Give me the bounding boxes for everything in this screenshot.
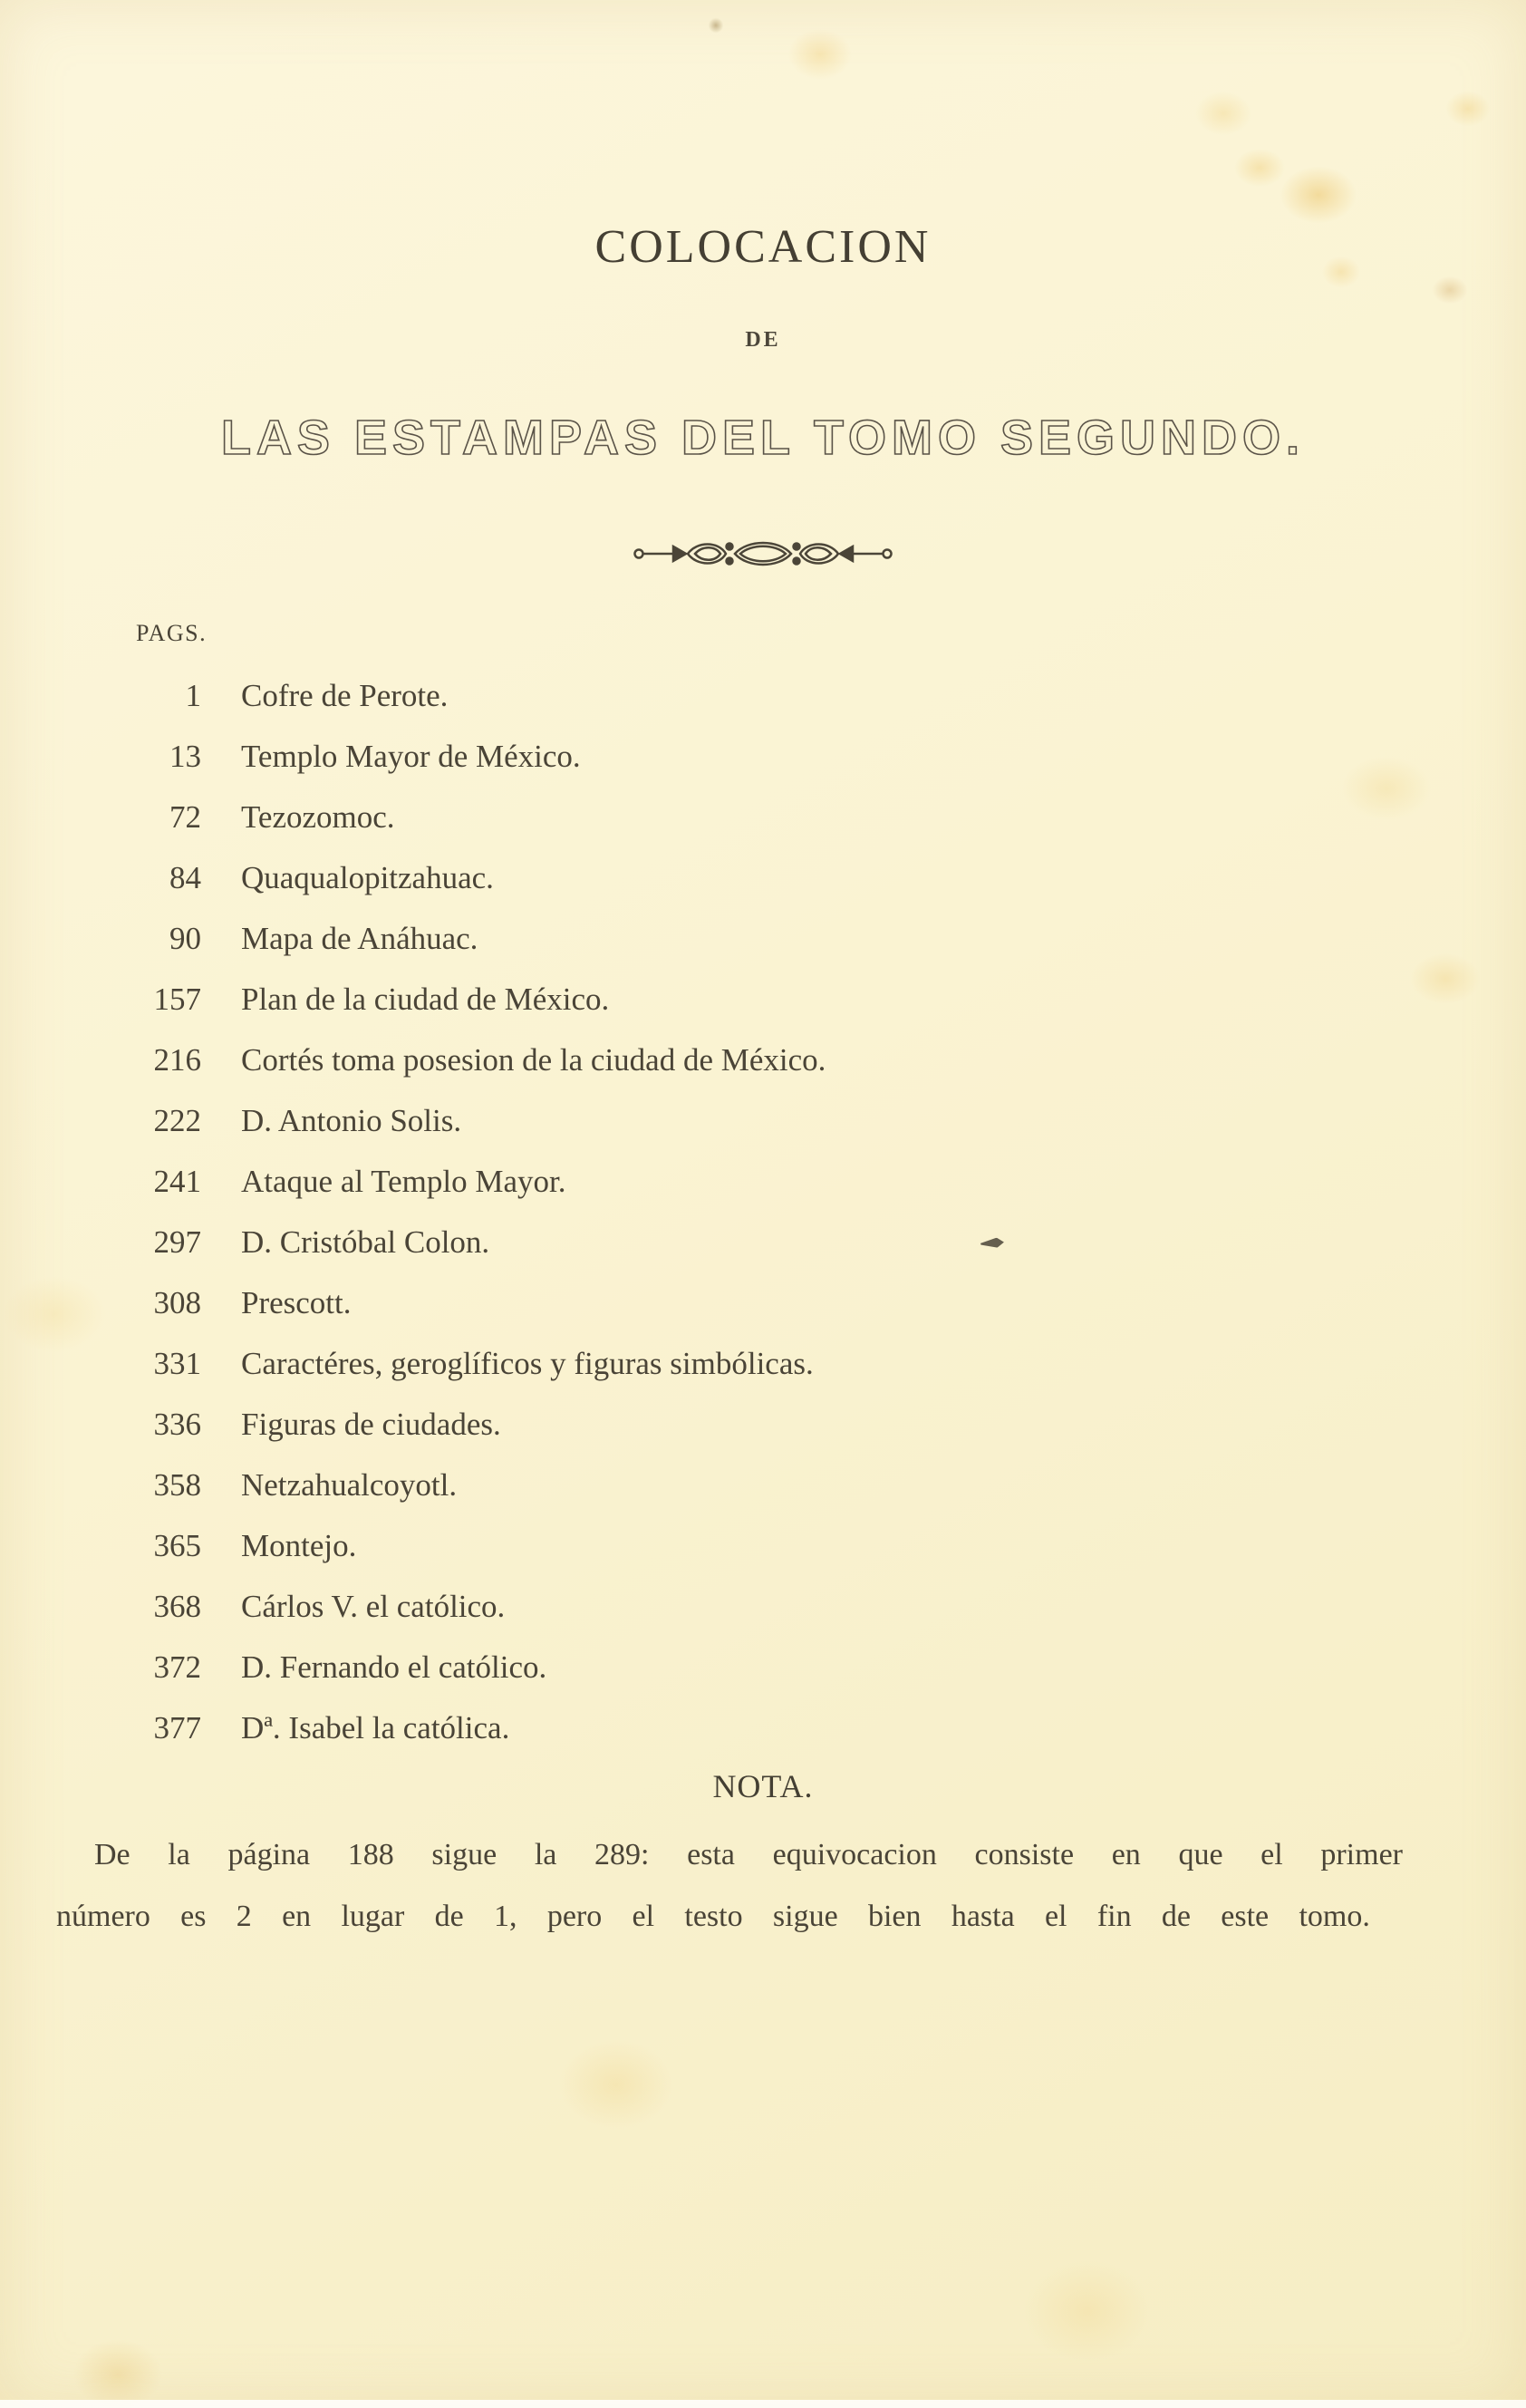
plate-title: Netzahualcoyotl. <box>241 1467 458 1503</box>
nota-word: De <box>94 1838 130 1871</box>
nota-word: la <box>534 1838 557 1871</box>
plate-entry-row <box>0 1710 1526 1771</box>
plate-entry-row <box>0 982 1526 1042</box>
nota-word: el <box>1260 1838 1283 1871</box>
plate-entry-row <box>0 1467 1526 1528</box>
plate-entry-row <box>0 1285 1526 1346</box>
nota-word: la <box>168 1838 190 1871</box>
plate-page-number: 13 <box>169 739 201 774</box>
plate-entry-row <box>0 1042 1526 1103</box>
plate-entry-row <box>0 921 1526 982</box>
nota-word: en <box>282 1900 312 1933</box>
nota-word: 188 <box>347 1838 394 1871</box>
plate-title: Prescott. <box>241 1285 352 1320</box>
plate-title: Tezozomoc. <box>241 799 395 835</box>
plate-entry-row <box>0 1589 1526 1649</box>
plate-page-number: 368 <box>153 1589 201 1624</box>
nota-word: el <box>632 1900 655 1933</box>
plate-title: Cofre de Perote. <box>241 678 449 713</box>
nota-word: es <box>180 1900 207 1933</box>
nota-word: este <box>1221 1900 1270 1933</box>
plate-page-number: 216 <box>153 1042 201 1078</box>
plate-entry-row <box>0 1164 1526 1224</box>
nota-word: bien <box>867 1900 922 1933</box>
nota-word: el <box>1044 1900 1067 1933</box>
nota-word: equivocacion <box>772 1838 937 1871</box>
nota-heading: NOTA. <box>712 1768 814 1804</box>
plate-page-number: 372 <box>153 1649 201 1685</box>
nota-word: esta <box>687 1838 735 1871</box>
nota-word: número <box>56 1900 150 1933</box>
nota-word: de <box>434 1900 464 1933</box>
nota-word: 1, <box>494 1900 517 1933</box>
nota-word: en <box>1111 1838 1141 1871</box>
nota-word: primer <box>1320 1838 1403 1871</box>
plate-page-number: 90 <box>169 921 201 956</box>
nota-line <box>56 1900 1370 1934</box>
page-bottom-edge <box>0 2400 1526 2408</box>
plate-title: Plan de la ciudad de México. <box>241 982 610 1017</box>
plate-page-number: 1 <box>185 678 201 713</box>
plate-title: Mapa de Anáhuac. <box>241 921 478 956</box>
nota-word: sigue <box>431 1838 497 1871</box>
ornament-divider <box>0 530 1526 582</box>
nota-word: hasta <box>951 1900 1015 1933</box>
plate-title: D. Antonio Solis. <box>241 1103 462 1138</box>
nota-word: de <box>1161 1900 1191 1933</box>
plate-title: Dª. Isabel la católica. <box>241 1710 510 1746</box>
plate-title: Quaqualopitzahuac. <box>241 860 494 895</box>
ornament-divider-icon <box>632 530 894 577</box>
page-title: COLOCACION <box>594 221 932 273</box>
plate-page-number: 157 <box>153 982 201 1017</box>
plate-entry-row <box>0 799 1526 860</box>
plate-page-number: 297 <box>153 1224 201 1260</box>
plate-page-number: 336 <box>153 1407 201 1442</box>
nota-line <box>94 1838 1403 1872</box>
plate-page-number: 72 <box>169 799 201 835</box>
plate-page-number: 331 <box>153 1346 201 1381</box>
plates-list <box>0 678 1526 1771</box>
nota-word: tomo. <box>1299 1900 1370 1933</box>
nota-word: testo <box>684 1900 743 1933</box>
plates-subtitle: LAS ESTAMPAS DEL TOMO SEGUNDO. <box>220 411 1306 465</box>
plate-title: D. Fernando el católico. <box>241 1649 547 1685</box>
plate-title: Ataque al Templo Mayor. <box>241 1164 566 1199</box>
plate-entry-row <box>0 678 1526 739</box>
plate-page-number: 358 <box>153 1467 201 1503</box>
plate-page-number: 222 <box>153 1103 201 1138</box>
plate-page-number: 241 <box>153 1164 201 1199</box>
plate-page-number: 308 <box>153 1285 201 1320</box>
plate-title: D. Cristóbal Colon. <box>241 1224 490 1260</box>
nota-word: página <box>227 1838 311 1871</box>
plate-title: Caractéres, geroglíficos y figuras simbólicas. <box>241 1346 814 1381</box>
nota-word: fin <box>1096 1900 1132 1933</box>
plate-entry-row <box>0 1407 1526 1467</box>
nota-word: sigue <box>772 1900 838 1933</box>
plate-page-number: 365 <box>153 1528 201 1563</box>
nota-word: consiste <box>974 1838 1075 1871</box>
plate-entry-row <box>0 1346 1526 1407</box>
subtitle-connector: DE <box>745 328 781 352</box>
plate-title: Cortés toma posesion de la ciudad de México. <box>241 1042 826 1078</box>
nota-word: pero <box>546 1900 603 1933</box>
nota-word: 289: <box>594 1838 650 1871</box>
plate-entry-row <box>0 1103 1526 1164</box>
plate-entry-row <box>0 860 1526 921</box>
plate-entry-row <box>0 1528 1526 1589</box>
plate-page-number: 377 <box>153 1710 201 1746</box>
plate-page-number: 84 <box>169 860 201 895</box>
plate-entry-row <box>0 739 1526 799</box>
plate-title: Cárlos V. el católico. <box>241 1589 506 1624</box>
plate-title: Templo Mayor de México. <box>241 739 581 774</box>
plate-entry-row <box>0 1649 1526 1710</box>
nota-word: que <box>1178 1838 1223 1871</box>
plate-entry-row <box>0 1224 1526 1285</box>
plate-title: Figuras de ciudades. <box>241 1407 501 1442</box>
nota-word: 2 <box>236 1900 252 1933</box>
nota-word: lugar <box>341 1900 405 1933</box>
plate-title: Montejo. <box>241 1528 357 1563</box>
pages-column-header: PAGS. <box>136 620 208 646</box>
